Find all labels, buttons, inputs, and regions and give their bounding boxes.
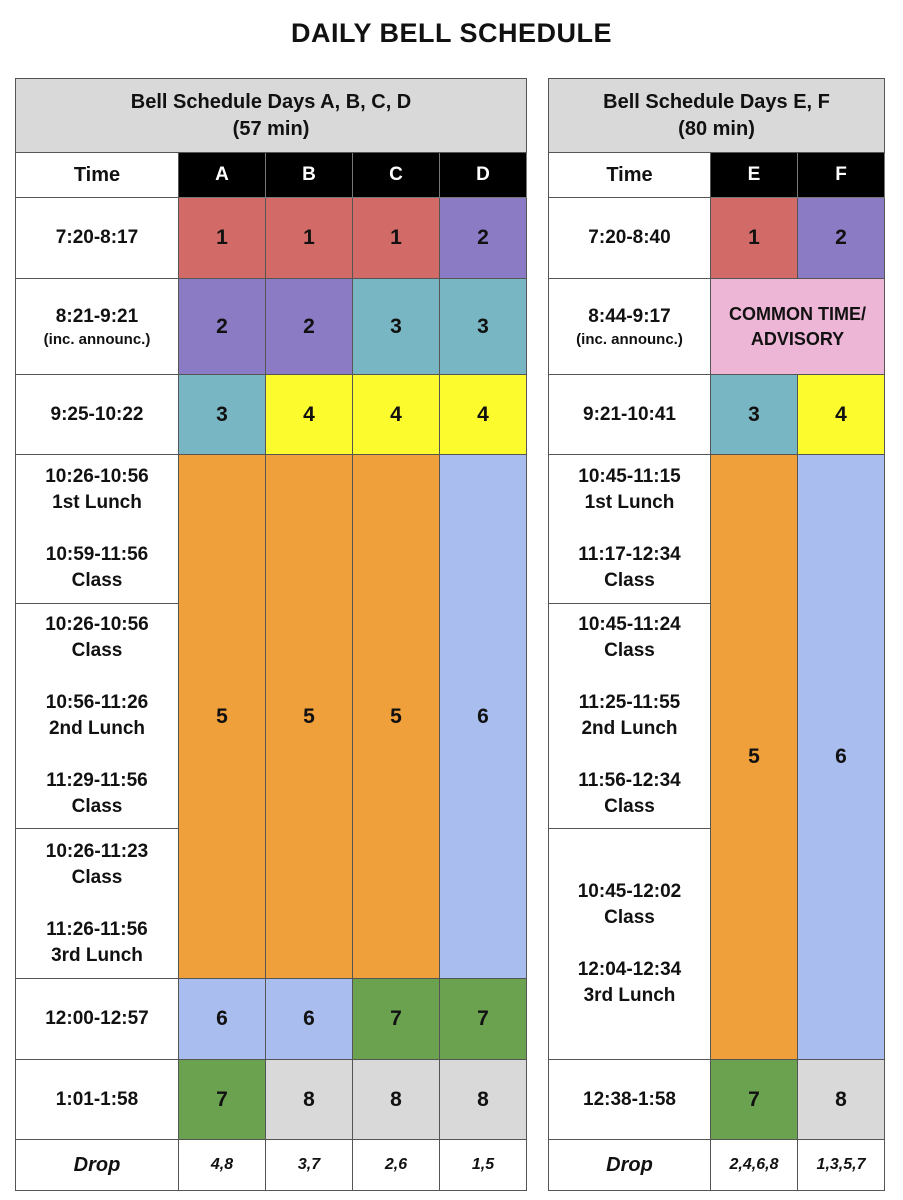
table-row (16, 979, 527, 1060)
period-cell: 6 (266, 979, 353, 1060)
table-row (549, 455, 885, 604)
period-cell: 5 (179, 455, 266, 979)
period-cell: 2 (179, 279, 266, 375)
period-cell: 3 (440, 279, 527, 375)
period-cell: 1 (179, 198, 266, 279)
period-cell: 3 (179, 375, 266, 455)
lunch-3-cell: 10:45-12:02 Class 12:04-12:34 3rd Lunch (549, 829, 711, 1060)
period-cell: 5 (353, 455, 440, 979)
period-cell: 1 (353, 198, 440, 279)
header-duration: (80 min) (678, 117, 755, 140)
table-row (16, 1060, 527, 1140)
time-cell: 1:01-1:58 (16, 1060, 179, 1140)
time-cell: 8:44-9:17 (inc. announc.) (549, 279, 711, 375)
column-header-day-d: D (440, 153, 527, 198)
period-cell: 7 (440, 979, 527, 1060)
drop-row (549, 1140, 885, 1191)
table-row (549, 375, 885, 455)
drop-row (16, 1140, 527, 1191)
schedule-table-ef (548, 78, 885, 1191)
schedule-table-abcd (15, 78, 527, 1191)
time-cell: 7:20-8:17 (16, 198, 179, 279)
drop-value: 4,8 (179, 1140, 266, 1191)
time-note: (inc. announc.) (576, 330, 683, 348)
drop-value: 2,4,6,8 (711, 1140, 798, 1191)
common-time-advisory-cell: COMMON TIME/ ADVISORY (711, 279, 885, 375)
table-row (549, 198, 885, 279)
drop-value: 3,7 (266, 1140, 353, 1191)
period-cell: 6 (440, 455, 527, 979)
column-header-time: Time (549, 153, 711, 198)
page-title: DAILY BELL SCHEDULE (290, 18, 613, 48)
period-cell: 3 (353, 279, 440, 375)
period-cell: 4 (266, 375, 353, 455)
period-cell: 4 (440, 375, 527, 455)
drop-value: 2,6 (353, 1140, 440, 1191)
column-header-day-e: E (711, 153, 798, 198)
time-cell: 12:38-1:58 (549, 1060, 711, 1140)
table-row (549, 1060, 885, 1140)
period-cell: 4 (798, 375, 885, 455)
drop-label: Drop (16, 1140, 179, 1191)
lunch-2-cell: 10:45-11:24 Class 11:25-11:55 2nd Lunch 11:56-12:34 Class (549, 604, 711, 829)
column-header-day-f: F (798, 153, 885, 198)
lunch-1-cell: 10:26-10:56 1st Lunch 10:59-11:56 Class (16, 455, 179, 604)
table-row (16, 279, 527, 375)
table-row (549, 279, 885, 375)
period-cell: 5 (266, 455, 353, 979)
time-cell: 12:00-12:57 (16, 979, 179, 1060)
period-cell: 3 (711, 375, 798, 455)
table-row (16, 375, 527, 455)
time-cell: 7:20-8:40 (549, 198, 711, 279)
header-title: Bell Schedule Days A, B, C, D (130, 90, 412, 113)
drop-value: 1,5 (440, 1140, 527, 1191)
period-cell: 2 (798, 198, 885, 279)
time-cell: 8:21-9:21 (inc. announc.) (16, 279, 179, 375)
lunch-2-cell: 10:26-10:56 Class 10:56-11:26 2nd Lunch 11:29-11:56 Class (16, 604, 179, 829)
column-header-day-c: C (353, 153, 440, 198)
column-header-day-b: B (266, 153, 353, 198)
time-note: (inc. announc.) (43, 330, 151, 348)
header-title: Bell Schedule Days E, F (603, 90, 830, 113)
time-cell: 9:21-10:41 (549, 375, 711, 455)
period-cell: 1 (711, 198, 798, 279)
period-cell: 4 (353, 375, 440, 455)
drop-label: Drop (549, 1140, 711, 1191)
period-cell: 6 (798, 455, 885, 1060)
period-cell: 7 (711, 1060, 798, 1140)
table-row (16, 455, 527, 604)
period-cell: 1 (266, 198, 353, 279)
table-row (16, 198, 527, 279)
time-cell: 9:25-10:22 (16, 375, 179, 455)
period-cell: 6 (179, 979, 266, 1060)
period-cell: 7 (179, 1060, 266, 1140)
table-header-abcd (16, 79, 527, 153)
lunch-3-cell: 10:26-11:23 Class 11:26-11:56 3rd Lunch (16, 829, 179, 979)
lunch-1-cell: 10:45-11:15 1st Lunch 11:17-12:34 Class (549, 455, 711, 604)
period-cell: 7 (353, 979, 440, 1060)
period-cell: 8 (798, 1060, 885, 1140)
header-duration: (57 min) (232, 117, 310, 140)
column-header-time: Time (16, 153, 179, 198)
period-cell: 8 (440, 1060, 527, 1140)
period-cell: 2 (440, 198, 527, 279)
column-header-day-a: A (179, 153, 266, 198)
period-cell: 8 (266, 1060, 353, 1140)
table-header-ef (549, 79, 885, 153)
period-cell: 8 (353, 1060, 440, 1140)
drop-value: 1,3,5,7 (798, 1140, 885, 1191)
period-cell: 2 (266, 279, 353, 375)
period-cell: 5 (711, 455, 798, 1060)
